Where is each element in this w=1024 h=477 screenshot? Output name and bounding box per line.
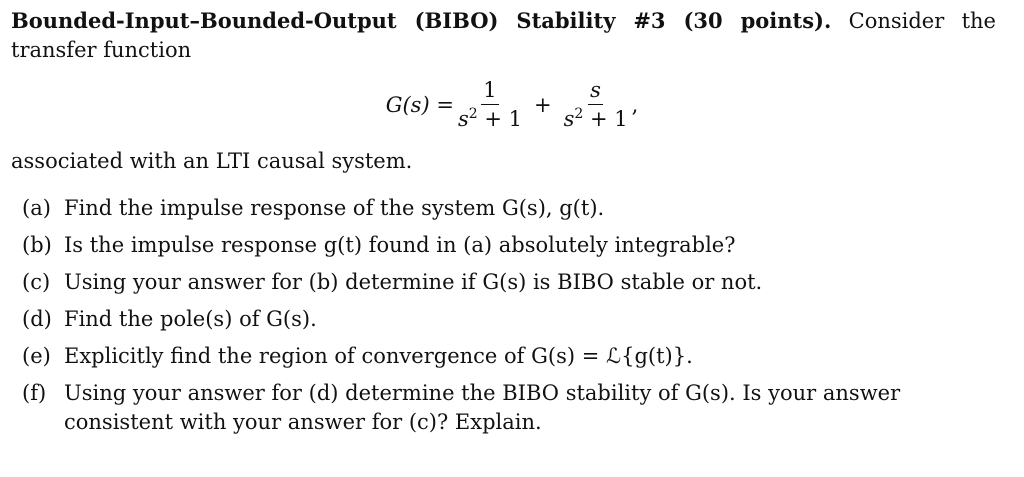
fraction-1-den-base: s: [457, 107, 469, 131]
question-label: (f): [22, 381, 47, 405]
intro-text: Consider the transfer function: [11, 9, 996, 62]
plus-operator: +: [533, 92, 552, 117]
question-text: Is the impulse response g(t) found in (a) absolutely integrable?: [64, 233, 736, 257]
fraction-1-denominator: [458, 105, 522, 131]
fraction-1-numerator: 1: [481, 78, 498, 105]
question-list: [22, 194, 997, 445]
fraction-1-den-tail: + 1: [477, 107, 522, 131]
question-item-b: [22, 231, 997, 260]
problem-heading: Bounded-Input–Bounded-Output (BIBO) Stability #3 (30 points).: [11, 8, 832, 33]
fraction-2-numerator: s: [588, 78, 603, 105]
equation-lhs: G(s) =: [385, 92, 454, 117]
fraction-2: [564, 78, 628, 131]
question-item-e: [22, 342, 997, 371]
associated-text: associated with an LTI causal system.: [11, 149, 413, 173]
question-item-f: [22, 379, 997, 437]
question-item-a: [22, 194, 997, 223]
question-label: (c): [22, 270, 51, 294]
fraction-1-den-exponent: 2: [468, 106, 478, 122]
fraction-2-denominator: [564, 105, 628, 131]
question-text: Using your answer for (b) determine if G(s) is BIBO stable or not.: [64, 270, 763, 294]
equation-comma: ,: [631, 92, 639, 117]
transfer-function-equation: [0, 78, 1024, 131]
fraction-2-den-tail: + 1: [583, 107, 628, 131]
question-item-d: [22, 305, 997, 334]
problem-intro: [11, 6, 996, 65]
question-text: Using your answer for (d) determine the BIBO stability of G(s). Is your answer consistent with your answer for (c)? Explain.: [64, 381, 901, 434]
question-label: (a): [22, 196, 51, 220]
fraction-2-den-base: s: [563, 107, 575, 131]
fraction-1: [458, 78, 522, 131]
question-text: Find the impulse response of the system G(s), g(t).: [64, 196, 605, 220]
question-text: Find the pole(s) of G(s).: [64, 307, 317, 331]
question-item-c: [22, 268, 997, 297]
question-text: Explicitly find the region of convergence of G(s) = ℒ{g(t)}.: [64, 344, 693, 368]
question-label: (e): [22, 344, 51, 368]
question-label: (d): [22, 307, 52, 331]
fraction-2-den-exponent: 2: [574, 106, 584, 122]
question-label: (b): [22, 233, 52, 257]
